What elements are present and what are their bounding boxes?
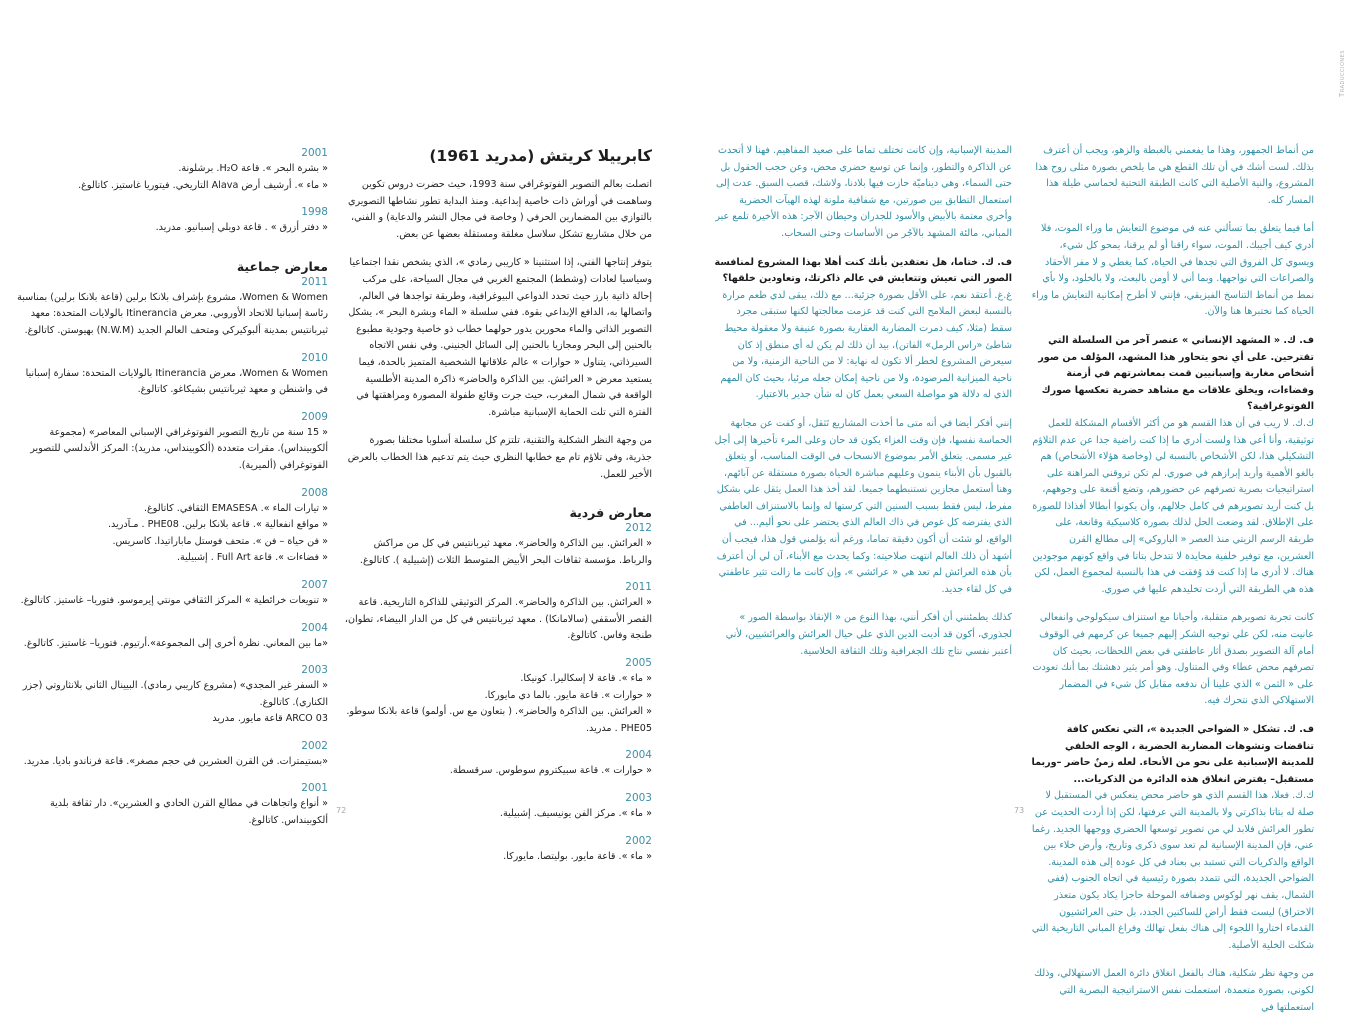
exhibition-entry: « العرائش. بين الذاكرة والحاضر». معهد ثيربانتيس في كل من مراكش والرباط. مؤسسة ثقافات البحر الأبيض المتوسط الثلاث (إشبيلية ). كاتالوغ. xyxy=(359,538,652,566)
bio-paragraph: اتصلت بعالم التصوير الفوتوغرافي سنة 1993، حيث حضرت دروس تكوين وساهمت في أوراش ذات خاصية إبداعية. ومنذ البداية تطور نشاطها التصويري بالتوازي بين المضمارين الحرفي ( وخاصة في مجال النشر والدعاية) و الفني، من خلال مشاريع تشكل سلاسل مغلقة ومستقلة بعضها عن بعض. xyxy=(347,179,652,240)
exhibition-entry: « ماء ». قاعة مايور. بوليتصا. مايوركا. xyxy=(503,850,652,862)
year-label: 2002 xyxy=(625,834,652,847)
interview-answer: إنني أفكر أيضا في أنه متى ما أخذت المشاريع تَثقل، أو كفت عن مجابهة الحماسة نفسها، فإن وقت العزاء يكون قد حان وعلى المرء تأخيرها إلى أجل غير مسمى. يتعلق الأمر بموضوع الانسحاب في الوقت المناسب، أو يتعلق بالقبول بأن الأبناء ينمون وعليهم مباشرة الحياة بصورة مستقلة عن آبائهم، وهنا أستعمل مجازين نستنبطهما جميعا. لقد أخذ هذا العمل يثقل علي بشكل مفرط، ليس فقط بسبب السنين التي كرستها له وإنما بالاستنزاف العاطفي الذي يفترضه كل غوص في ذاك العالم الذي يحتضر على نحو أليم... في الواقع، لو شئت أن أكون دقيقة تماما، ورغم أنه يؤلمني قول هذا، فيجب أن أشهد أن ذلك العالم انتهت صلاحيته: وكما يحدث مع الأبناء، آن لي أن أعترف بأن هذه العرائش لم تعد هي « عرائشي »، وإن كانت ما زالت تثير عاطفتي في كل لقاء جديد. xyxy=(714,417,1012,595)
exhibition-entry: « العرائش. بين الذاكرة والحاضر». المركز التوثيقي للذاكرة التاريخية. قاعة القصر الأسقفي (سالامانكا) . معهد ثيربانتيس في كل من الدار البيضاء، تطوان، طنجة وفاس. كاتالوغ. xyxy=(344,597,652,642)
year-label: 2003 xyxy=(301,664,328,677)
year-label: 2011 xyxy=(625,581,652,594)
exhibition-entry: « حوارات ». قاعة سبيكتروم سوطوس. سرقسطة. xyxy=(449,765,652,777)
year-label: 2001 xyxy=(301,782,328,795)
year-label: 2009 xyxy=(301,410,328,423)
column-biography xyxy=(340,145,652,865)
exhibition-entry: « ماء ». قاعة لا إسكاليرا. كونيكا. xyxy=(520,673,652,685)
year-label: 2001 xyxy=(301,147,328,159)
column-group-exhibitions xyxy=(10,140,328,830)
year-label: 2008 xyxy=(301,486,328,499)
year-label: 2007 xyxy=(301,578,328,591)
exhibition-entry: «بستيمترات. فن القرن العشرين في حجم مصغر». قاعة فرناندو باديا. مدريد. xyxy=(23,755,328,767)
year-label: 2012 xyxy=(625,522,652,535)
interview-answer: المدينة الإسبانية، وإن كانت تختلف تماما على صعيد المفاهيم. فهنا لا أتحدث عن الذاكرة والتطور، وإنما عن توسع حضري محض، وعن حجب الحقول بل حتى السماء، وهي ديناميّة حازت فيها بلادنا، ولاشك، قصب السبق. عدت إلى استعمال التطابق بين صورتين، مع شفافية ملونة لهذه الهيآت الحضرية وأخرى معتمة بالأبيض والأسود للجدران وحيطان الآجر: هذه الأخيرة تلمع عبر المباني، مالئة المشهد بالآجُر من الأساسات وحتى السحاب. xyxy=(715,145,1012,239)
exhibition-entry: « حوارات ». قاعة مايور. بالما دي مايوركا. xyxy=(484,689,652,701)
section-title-group-exhibitions: معارض جماعية xyxy=(236,258,328,274)
year-label: 2004 xyxy=(301,621,328,634)
interview-answer: غ.غ. أعتقد نعم، على الأقل بصورة جزئية... مع ذلك، يبقى لدي طعم مرارة بالنسبة لبعض الملامح التي كنت قد عزمت معالجتها لكنها ستبقى مجرد سقط (مثلا، كيف دمرت المضاربة العقارية بصورة عنيفة ولا معقولة محيط شاطئ «راس الرمل» الفاتن)، بيد أن ذلك لم يكن له أي منطق إذ كان سيعرض المشروع لخطر ألا تكون له نهاية: لا من الناحية الزمنية، ولا من ناحية الميزانية المرصودة، ولا من ناحية إمكان جعله مرئيا، بحيث كان المهم الذي له دلالة هو مواصلة السعي بعمل كان له شأن جدير بالاعتبار. xyxy=(720,289,1012,401)
exhibition-entry: « فضاءات ». قاعة Full Art . إشبيلية. xyxy=(176,552,328,564)
interview-answer: من أنماط الجمهور، وهذا ما يفعمني بالغبطة والزهو، ويجب أن أعترف بذلك. لست أشك في أن تلك القطع هي ما يلخص بصورة مثلى روح هذا المشروع، والنية الأصلية التي كانت الطبقة التحتية لحماسي طيلة هذا المسار كله. xyxy=(1035,145,1314,206)
interview-question: ف. ك. ختاما، هل تعتقدين بأنك كنت أهلا بهذا المشروع لمنافسة الصور التي تعيش وتتعايش في عالم ذاكرتك، وتعاودين خلقها؟ xyxy=(714,256,1012,285)
column-interview-a xyxy=(712,143,1012,672)
column-interview-b xyxy=(1030,143,1314,1028)
interview-answer: كانت تجربة تصويرهم متقلبة، وأحيانا مع استنزاف سيكولوجي وانفعالي عانيت منه، لكن علي توجيه الشكر إليهم جميعا عن كرمهم في الوقوف أمام آلة التصوير بصدق أثار عاطفتي في بعض اللحظات، بحيث كان تصرفهم محض عطاء وفي المتناول. وهو أمر يثير دهشتك بما أنك تعودت على « الثمن » الذي علينا أن ندفعه مقابل كل شيء في المضمار الاستهلاكي الذي نتحرك فيه. xyxy=(1032,612,1314,707)
exhibition-entry: Women & Women، مشروع بإشراف بلانكا برلين (قاعة بلانكا برلين) بمناسبة رئاسة إسبانيا للاتحاد الأوروبي. معرض Itinerancia بالولايات المتحدة: معهد ثيربانتيس بمدينة ألبوكيركي ومتحف العالم الجديد (N.W.M) بهيوستن. كاتالوغ. xyxy=(17,291,328,336)
exhibition-entry: « تنويعات خرائطية » المركز الثقافي مونتي إيرموسو. فتوريا– غاستيز. كاتالوغ. xyxy=(20,594,328,606)
interview-answer: أما فيما يتعلق بما تسألني عنه في موضوع التعايش ما وراء الموت، فلا أدري كيف أجيبك. الموت، سواء راقنا أو لم يرقنا، يمحو كل شيء، ويسوي كل الفروق التي تجدها في الحياة، كما يغطي و لا مفر الأحقاد والصراعات التي نواجهها. وبما أني لا أومن بالبعث، ولا بالخلود، ولا بأي نمط من أنماط التناسخ الفيزيقي، فإنني لا أطرح إمكانية التعايش ما وراء الحياة كما نختبرها هنا والآن. xyxy=(1031,223,1314,318)
exhibition-entry: « ماء ». أرشيف أرض Alava التاريخي. فيتوريا غاستيز. كاتالوغ. xyxy=(78,179,328,191)
exhibition-entry: « فن حياة – فن ». متحف فوستل ماباراتيدا. كاسريس. xyxy=(112,535,328,547)
exhibition-entry: « العرائش. بين الذاكرة والحاضر». ( بتعاون مع س. أولمو) قاعة بلانكا سوطو. PHE05 . مدريد. xyxy=(346,706,652,734)
year-label: 2002 xyxy=(301,739,328,752)
exhibition-entry: ARCO 03 قاعة مايور. مدريد xyxy=(212,713,328,725)
interview-answer: كذلك يطمئنني أن أفكر أنني، بهذا النوع من « الإنقاذ بواسطة الصور » لجذوري، أكون قد أديت الدين الذي علي حيال العرائش والعرائشيين، لأني أعتبر نفسي نتاج تلك الجغرافية وتلك الثقافة الخلاسية. xyxy=(725,612,1012,657)
interview-question: ف. ك. تشكل « الضواحي الجديدة »، التي تعكس كافة تناقضات وتشوهات المضاربة الحضرية ، الوجه الخلفي للمدينة الإسبانية على نحو من الأنحاء. لعله زمنٌ حاضر –وربما مستقبل– يفترض انغلاق هذه الدائرة من الذكريات... xyxy=(1031,724,1314,785)
year-label: 2010 xyxy=(301,351,328,364)
interview-question: ف. ك. « المشهد الإنساني » عنصر آخر من السلسلة التي تقترحين. على أي نحو يتحاور هذا المشهد، المؤلف من صور أشخاص مغاربة وإسبانيين قمت بمعاشرتهم في أزمنة وفضاءات، ويخلق علاقات مع مشاهد حضرية تعكسها صورك الفوتوغرافية؟ xyxy=(1038,334,1314,413)
year-label: 2003 xyxy=(625,792,652,805)
year-label: 2011 xyxy=(301,275,328,288)
year-label: 2005 xyxy=(625,657,652,670)
year-label: 1998 xyxy=(301,206,328,219)
exhibition-entry: « ماء ». مركز الفن يونيسيف. إشبيلية. xyxy=(499,808,652,820)
interview-answer: من وجهة نظر شكلية، هناك بالفعل انغلاق دائرة العمل الاستهلالي، وذلك لكوني، بصورة متعمدة، استعملت نفس الاستراتيجية البصرية التي استعملتها في xyxy=(1034,968,1314,1013)
bio-paragraph: يتوفر إنتاجها الفني، إذا استثنينا « كاريبي رمادي »، الذي يشخص نقدا اجتماعيا وسياسيا لعادات (وشطط) المجتمع الغربي في مجال السياحة، على مركب إحالة ذاتية بارز حيث تحدد الدواعي البيوغرافية، وطريقة تواجدها في العالم، واتصالها به، الدافع الإبداعي بقوة. ففي سلسلة « الماء وبشرة البحر »، يشكل التصوير الذاتي والماء محورين يدور حولهما خطاب ذو خاصية وجودية مطبوع بالحنين إلى البحر ومجازيا بالحنين إلى السائل الجنيني. وفي نفس الاتجاه السيرذاتي، يتناول « حوارات » عالم علاقاتها الشخصية المتميز بالحدة، فيما يستعيد معرض « العرائش. بين الذاكرة والحاضر» ذاكرة المدينة الأطلسية الواقعة في شمال المغرب، حيث جرت وقائع طفولة المصورة ومراهقتها في الفترة التي تلت الحماية الإسبانية مباشرة. xyxy=(348,257,652,418)
exhibition-entry: « بشرة البحر ». قاعة H₂O. برشلونة. xyxy=(178,163,328,174)
interview-answer: ك.ك. فعلا، هذا القسم الذي هو حاضر محض ينعكس في المستقبل لا صلة له بتاتا بذاكرتي ولا بالمدينة التي عرفتها، لكن إذا أردت الحديث عن تطور العرائش فلابد لي من تصوير توسعها الحضري ووجهها الجديد. رغما عني، فإن المدينة الإسبانية لم تعد سوى ذكرى وتاريخ، وأرض خلاء بين الواقع والذكريات التي تستبد بي بعناد في كل عودة إلى هذه المدينة. الضواحي الجديدة، التي تتمدد بصورة رئيسية في اتجاه الجنوب (ففي الشمال، يقف نهر لوكوس وضفافه الموحلة حاجزا يكاد يكون متعذر الاختراق) ليست فقط أراض للساكنين الجدد، بل حتى العرائشيون القدماء اختاروا اللجوء إلى هناك بفعل تهالك وفراغ المباني التاريخية التي شكلت الخلية الأصلية. xyxy=(1031,790,1314,951)
exhibition-entry: « مواقع انفعالية ». قاعة بلانكا برلين. PHE08 . مـآدريد. xyxy=(107,519,328,531)
running-head: Traducciones xyxy=(1338,50,1346,97)
artist-title: كابرييلا كريتش (مدريد 1961) xyxy=(429,147,652,165)
year-label: 2004 xyxy=(625,749,652,762)
page-number-left: 72 xyxy=(336,806,347,815)
exhibition-entry: « 15 سنة من تاريخ التصوير الفوتوغرافي الإسباني المعاصر» (مجموعة ألكوبينداس). مقرات متعددة (ألكوبينداس، مدريد): المركز الأندلسي للتصوير الفوتوغرافي (ألميرية). xyxy=(30,426,328,471)
section-title-solo-exhibitions: معارض فردية xyxy=(569,505,652,521)
page-number-right: 73 xyxy=(1014,806,1025,815)
exhibition-entry: « السفر غير المجدي» (مشروع كاريبي رمادي). البيينال الثاني بلانثاروتي (جزر الكناري). كاتالوغ. xyxy=(22,680,328,708)
exhibition-entry: «ما بين المعاني. نظرة أخرى إلى المجموعة».أرتيوم. فتوريا– غاستيز. كاتالوغ. xyxy=(23,637,328,649)
interview-answer: ك.ك. لا ريب في أن هذا القسم هو من أكثر الأقسام المشكلة للعمل توثيقية، وأنا أعي هذا ولست أدري ما إذا كنت راضية جدا عن عدم التلاؤم التشكيلي هذا، لكن الأشخاص بالنسبة لي (وخاصة هؤلاء الأشخاص) هم بالغو الأهمية وأريد إبرازهم في صوري. لم تكن تروقني المراهنة على استراتيجيات بصرية تصرفهم عن حضورهم، وتضع أقنعة على وجوههم، بل كنت أريد تصويرهم في كامل جلالهم، وأن يكونوا أبطالا أفذاذا للصورة على الإطلاق. لقد وضعت الحل لذلك بصورة كلاسيكية وقانعة، على طريقة الرسم الزيتي منذ العصر « الباروكي» إلى مطالع القرن العشرين، مع توفير خلفية محايدة لا تتدخل بتاتا في واقع كونهم موجودين هناك. لا أدري ما إذا كنت قد وُفقت في هذا بالنسبة لمجموع العمل، لكن هذه هي الطريقة التي أردت تخليدهم عليها في صوري. xyxy=(1032,417,1314,595)
exhibition-entry: Women & Women، معرض Itinerancia بالولايات المتحدة: سفارة إسبانيا في واشنطن و معهد ثيربانتيس بشيكاغو. كاتالوغ. xyxy=(25,367,328,396)
bio-paragraph: من وجهة النظر الشكلية والتقنية، تلتزم كل سلسلة أسلوبا مختلفا بصورة جذرية، وفي تلاؤم تام مع خطابها النظري حيث يتم تدعيم هذا الخطاب بالعرض الأخير للعمل. xyxy=(347,435,652,480)
exhibition-entry: « تيارات الماء ». EMASESA الثقافي. كاتالوغ. xyxy=(144,502,328,514)
exhibition-entry: « دفتر أزرق » . قاعة دويلي إسبانيو. مدريد. xyxy=(155,222,328,234)
exhibition-entry: « أنواع واتجاهات في مطالع القرن الحادي و العشرين». دار ثقافة بلدية ألكوبينداس. كاتالوغ. xyxy=(49,798,328,827)
